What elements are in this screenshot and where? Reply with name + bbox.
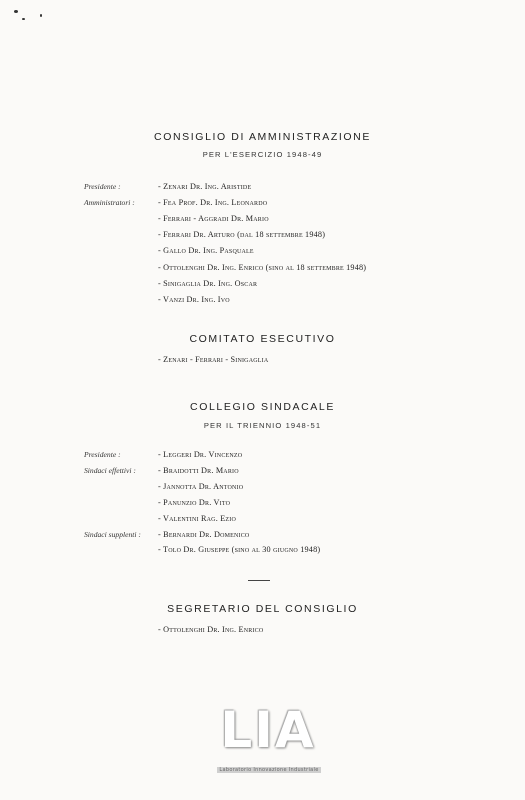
role-label: Amministratori : [84,198,135,208]
board-subtitle: PER L'ESERCIZIO 1948-49 [202,150,323,159]
member-name: - Valentini Rag. Ezio [158,513,236,523]
member-name: - Zenari Dr. Ing. Aristide [158,182,252,191]
member-name: - Vanzi Dr. Ing. Ivo [158,294,230,304]
auditors-subtitle: PER IL TRIENNIO 1948-51 [203,421,322,430]
list-item [0,355,525,369]
lia-logo-tagline: Laboratorio Innovazione Industriale [217,767,321,773]
member-name: - Ferrari - Aggradi Dr. Mario [158,214,269,224]
list-item [0,545,525,559]
member-name: - Tolo Dr. Giuseppe (sino al 30 giugno 1948) [158,545,321,555]
member-name: - Fea Prof. Dr. Ing. Leonardo [158,198,268,208]
member-name: - Ottolenghi Dr. Ing. Enrico (sino al 18 settembre 1948) [158,262,367,272]
list-item [0,198,525,212]
list-item [0,295,525,309]
member-name: - Bernardi Dr. Domenico [158,529,250,539]
list-item [0,246,525,260]
list-item [0,514,525,528]
lia-logo [213,701,323,777]
list-item [0,263,525,277]
member-name: - Ottolenghi Dr. Ing. Enrico [158,625,264,634]
role-label: Presidente : [84,182,121,191]
list-item [0,482,525,496]
lia-logo-text: LIA [220,701,316,759]
member-name: - Leggeri Dr. Vincenzo [158,450,243,459]
list-item [0,450,525,464]
scan-speck [22,18,25,20]
board-title: CONSIGLIO DI AMMINISTRAZIONE [154,131,371,143]
scan-speck [40,14,42,17]
scan-speck [14,10,18,13]
auditors-title: COLLEGIO SINDACALE [190,401,335,413]
member-name: - Zenari - Ferrari - Sinigaglia [158,355,269,364]
role-label: Sindaci effettivi : [84,465,136,475]
role-label: Presidente : [84,450,121,459]
member-name: - Sinigaglia Dr. Ing. Oscar [158,278,258,288]
list-item [0,279,525,293]
member-name: - Braidotti Dr. Mario [158,465,239,475]
member-name: - Gallo Dr. Ing. Pasquale [158,246,254,256]
member-name: - Jannotta Dr. Antonio [158,481,244,491]
list-item [0,625,525,639]
executive-title: COMITATO ESECUTIVO [189,333,336,345]
list-item [0,466,525,480]
member-name: - Panunzio Dr. Vito [158,497,231,507]
list-item [0,214,525,228]
member-name: - Ferrari Dr. Arturo (dal 18 settembre 1948) [158,230,326,240]
section-divider [248,580,270,581]
list-item [0,182,525,196]
list-item [0,230,525,244]
role-label: Sindaci supplenti : [84,529,141,539]
list-item [0,498,525,512]
secretary-title: SEGRETARIO DEL CONSIGLIO [167,603,358,615]
list-item [0,530,525,544]
